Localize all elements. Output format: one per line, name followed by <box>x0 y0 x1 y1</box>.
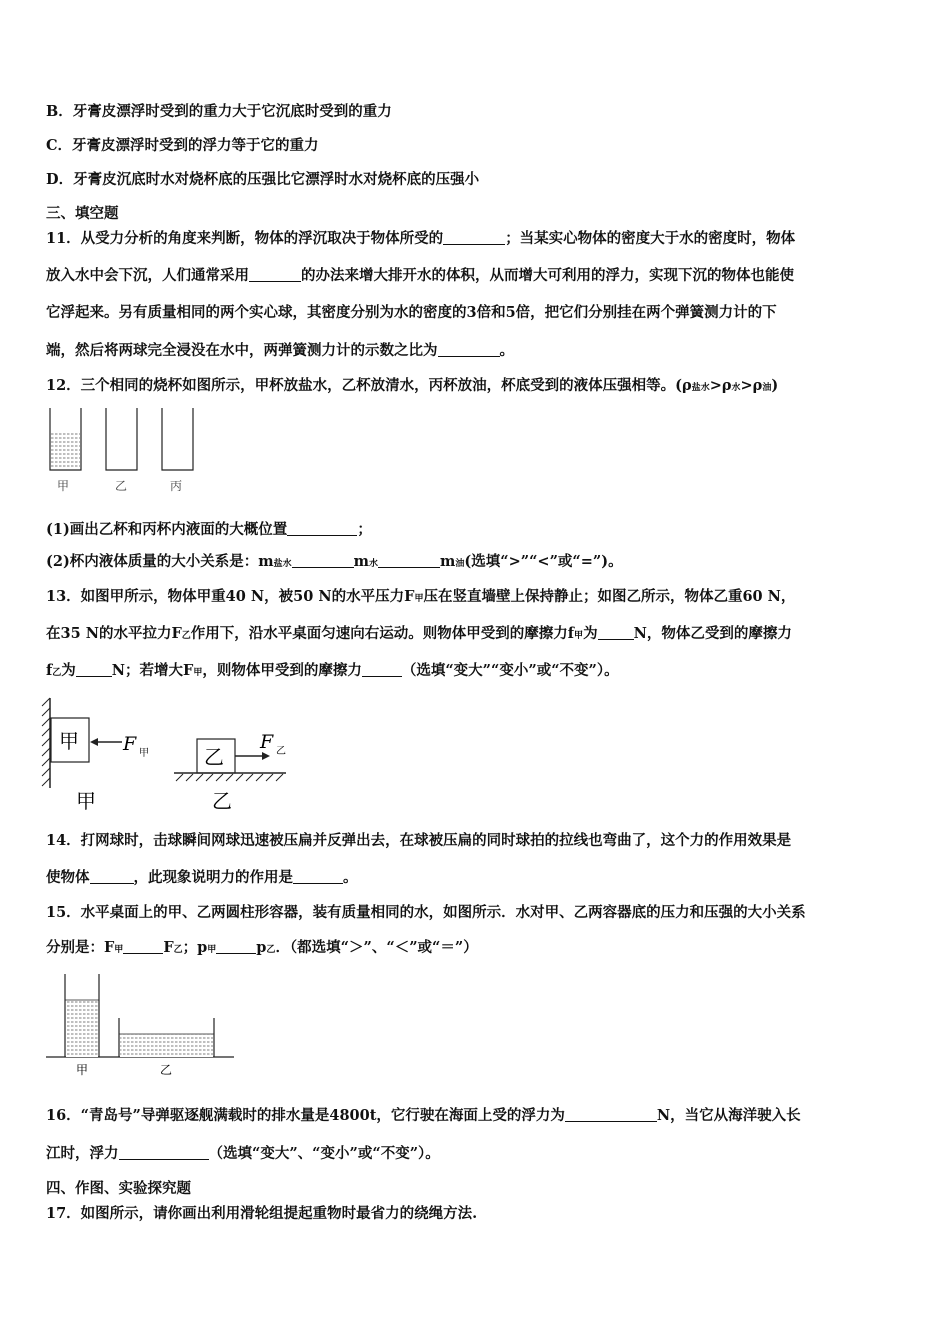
q12-part-2: (2)杯内液体质量的大小关系是：m盐水 m水 m油(选填“>”“<”或“=”)。 <box>46 553 623 570</box>
force-label-jia: F <box>123 733 137 755</box>
answer-blank[interactable] <box>119 1145 209 1160</box>
container-jia <box>65 974 99 1057</box>
beaker-label-bing: 丙 <box>170 479 183 493</box>
q17-text: 17．如图所示，请你画出利用滑轮组提起重物时最省力的绕绳方法. <box>46 1205 478 1222</box>
q16-line-2: 江时，浮力 （选填“变大”、“变小”或“不变”）。 <box>46 1145 440 1162</box>
q16-line-1: 16．“青岛号”导弹驱逐舰满载时的排水量是4800t，它行驶在海面上受的浮力为 N，当它从海洋驶入长 <box>46 1107 801 1124</box>
beaker-jia <box>50 408 81 470</box>
answer-blank[interactable] <box>362 662 402 677</box>
section-3-title: 三、填空题 <box>46 205 119 222</box>
svg-text:甲: 甲 <box>139 748 149 759</box>
three-beakers-figure <box>40 404 210 496</box>
q11-line-2: 放入水中会下沉，人们通常采用 的办法来增大排开水的体积，从而增大可利用的浮力，实现下沉的物体也能使 <box>46 267 794 284</box>
beaker-yi <box>106 408 137 470</box>
force-arrow-yi <box>235 752 270 760</box>
containers-figure <box>40 968 240 1078</box>
wall <box>42 698 50 788</box>
answer-blank[interactable] <box>123 939 163 954</box>
q13-line-1: 13．如图甲所示，物体甲重40 N，被50 N的水平压力F甲压在竖直墙壁上保持静止；如图乙所示，物体乙重60 N， <box>46 588 796 605</box>
option-d: D．牙膏皮沉底时水对烧杯底的压强比它漂浮时水对烧杯底的压强小 <box>46 171 480 188</box>
option-c: C．牙膏皮漂浮时受到的浮力等于它的重力 <box>46 137 319 154</box>
container-label-yi: 乙 <box>160 1063 173 1077</box>
floor <box>174 773 286 781</box>
section-4-title: 四、作图、实验探究题 <box>46 1180 191 1197</box>
q14-line-1: 14．打网球时，击球瞬间网球迅速被压扁并反弹出去，在球被压扁的同时球拍的拉线也弯曲了，这个力的作用效果是 <box>46 832 792 849</box>
q11-line-1: 11．从受力分析的角度来判断，物体的浮沉取决于物体所受的 ；当某实心物体的密度大于水的密度时，物体 <box>46 230 796 247</box>
beaker-label-jia: 甲 <box>57 479 70 493</box>
answer-blank[interactable] <box>378 553 440 568</box>
q12-line-1: 12．三个相同的烧杯如图所示，甲杯放盐水，乙杯放清水，丙杯放油，杯底受到的液体压强相等。(ρ盐水>ρ水>ρ油) <box>46 377 779 394</box>
q14-line-2: 使物体 ，此现象说明力的作用是 。 <box>46 869 358 886</box>
figure-label-jia: 甲 <box>76 789 96 813</box>
answer-blank[interactable] <box>565 1107 657 1122</box>
q13-line-2: 在35 N的水平拉力F乙作用下，沿水平桌面匀速向右运动。则物体甲受到的摩擦力f甲为 N，物体乙受到的摩擦力 <box>46 625 792 642</box>
figure-label-yi: 乙 <box>212 789 232 813</box>
q12-part-1: (1)画出乙杯和丙杯内液面的大概位置 ； <box>46 521 372 538</box>
q13-line-3: f乙为 N；若增大F甲，则物体甲受到的摩擦力 （选填“变大”“变小”或“不变”）。 <box>46 662 619 679</box>
option-b: B．牙膏皮漂浮时受到的重力大于它沉底时受到的重力 <box>46 103 392 120</box>
force-label-yi: F <box>260 731 274 753</box>
answer-blank[interactable] <box>76 662 112 677</box>
q15-line-1: 15．水平桌面上的甲、乙两圆柱形容器，装有质量相同的水，如图所示．水对甲、乙两容器底的压力和压强的大小关系 <box>46 904 806 921</box>
force-figure <box>40 692 310 814</box>
beaker-bing <box>162 408 193 470</box>
q11-line-4: 端，然后将两球完全浸没在水中，两弹簧测力计的示数之比为 。 <box>46 342 514 359</box>
beaker-label-yi: 乙 <box>115 479 128 493</box>
block-yi-label: 乙 <box>204 745 224 769</box>
answer-blank[interactable] <box>598 625 634 640</box>
answer-blank[interactable] <box>438 342 500 357</box>
svg-text:乙: 乙 <box>276 746 286 757</box>
answer-blank[interactable] <box>216 939 256 954</box>
block-jia-label: 甲 <box>59 729 79 753</box>
answer-blank[interactable] <box>293 869 343 884</box>
force-arrow-jia <box>90 738 122 746</box>
answer-blank[interactable] <box>287 521 357 536</box>
answer-blank[interactable] <box>443 230 505 245</box>
answer-blank[interactable] <box>292 553 354 568</box>
container-label-jia: 甲 <box>76 1063 89 1077</box>
q11-line-3: 它浮起来。另有质量相同的两个实心球，其密度分别为水的密度的3倍和5倍，把它们分别挂在两个弹簧测力计的下 <box>46 304 777 321</box>
answer-blank[interactable] <box>90 869 134 884</box>
answer-blank[interactable] <box>249 267 301 282</box>
q15-line-2: 分别是：F甲 F乙；p甲 p乙．（都选填“＞”、“＜”或“＝”） <box>46 939 478 956</box>
container-yi <box>119 1018 214 1057</box>
